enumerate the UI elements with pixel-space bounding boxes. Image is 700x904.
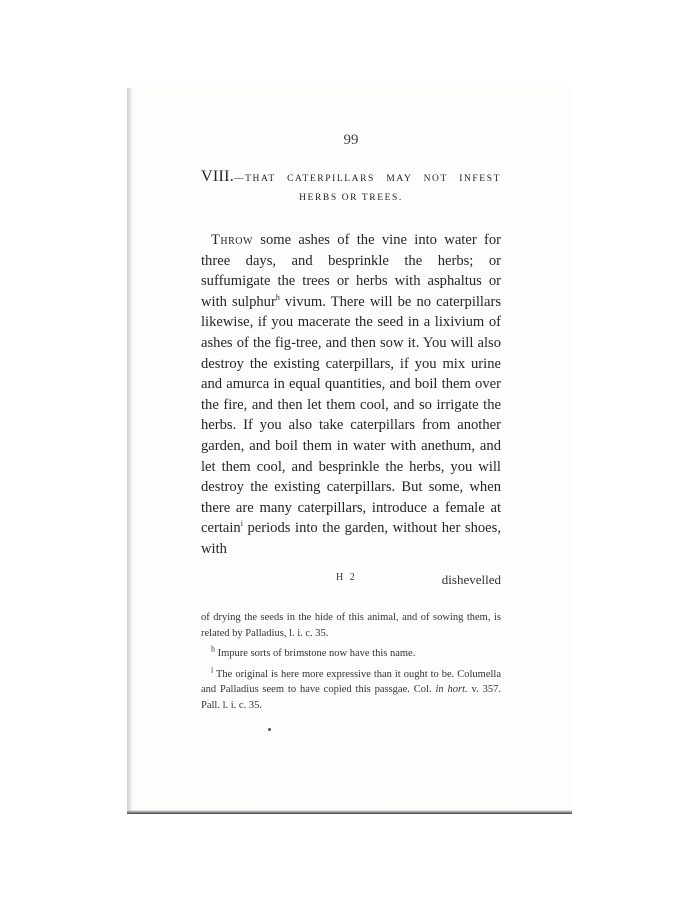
footnote-ref-h: h <box>275 292 280 302</box>
footnote-i-italic: in hort. <box>435 684 468 696</box>
footnote-i-mark: i <box>211 665 214 675</box>
body-text-3: periods into the garden, without her shoes, with <box>201 520 501 557</box>
signature-mark: H 2 <box>336 572 357 584</box>
page-content <box>201 132 501 718</box>
footnote-ref-i: i <box>240 519 243 529</box>
heading-numeral: VIII. <box>201 168 235 185</box>
catchword: dishevelled <box>441 572 501 588</box>
page-bottom-edge <box>127 810 572 814</box>
heading-line-2: HERBS OR TREES. <box>299 193 403 203</box>
body-text-2: vivum. There will be no caterpillars likewise, if you macerate the seed in a lixivium of ashes of the fig-tree, and then sow it. You will also destroy the existing caterpillars, if you mix urine and amurca in equal quantities, and boil them over the fire, and then let them cool, and so irrigate the herbs. If you also take caterpillars from another garden, and boil them in water with anethum, and let them cool, and besprinkle the herbs, you will destroy the existing caterpillars. But some, when there are many caterpillars, introduce a female at certain <box>201 293 501 537</box>
heading-line-1-text: —THAT CATERPILLARS MAY NOT INFEST <box>234 174 501 184</box>
footnote-i-text-1: The original is here more expressive than it ought to be. Columella and Palladius seem to have copied this passgae. Col. <box>201 668 501 696</box>
footnote-h-text: Impure sorts of brimstone now have this name. <box>215 648 416 660</box>
heading-line-1 <box>201 167 501 189</box>
page-number: 99 <box>343 132 359 148</box>
footnote-continued: of drying the seeds in the hide of this animal, and of sowing them, is related by Palladius, l. i. c. 35. <box>201 612 501 639</box>
ink-speck <box>268 728 271 731</box>
lead-word: Throw <box>211 232 253 248</box>
body-paragraph <box>201 230 501 560</box>
catch-line <box>201 572 501 588</box>
footnote-h-mark: h <box>211 644 215 654</box>
section-heading <box>201 167 501 208</box>
footnotes <box>201 610 501 713</box>
page-left-edge <box>127 88 132 814</box>
body-text-1: some ashes of the vine into water for three days, and besprinkle the herbs; or suffumigate the trees or herbs with asphaltus or with sulphur <box>201 232 501 310</box>
footnote-i <box>201 667 501 714</box>
book-page <box>127 88 572 814</box>
footnote-h <box>201 646 501 662</box>
footnote-i-text-2: v. 357. Pall. l. i. c. 35. <box>201 684 501 711</box>
